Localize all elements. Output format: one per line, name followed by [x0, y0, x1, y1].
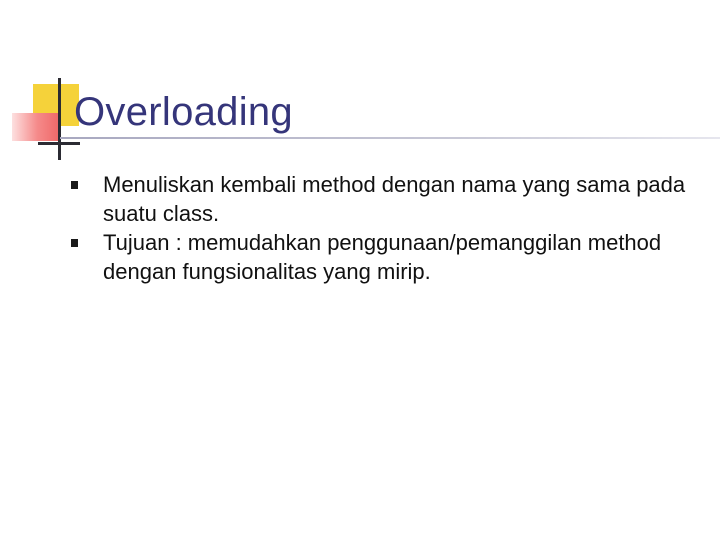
bullet-list — [70, 170, 710, 286]
title-ornament — [0, 0, 80, 170]
ornament-horizontal-line — [38, 142, 80, 145]
square-bullet-icon — [71, 181, 78, 189]
bullet-item — [70, 228, 710, 286]
bullet-item — [70, 170, 710, 228]
slide-title: Overloading — [74, 90, 293, 134]
bullet-text: Tujuan : memudahkan penggunaan/pemanggilan method dengan fungsionalitas yang mirip. — [103, 230, 662, 284]
ornament-pink-square — [12, 113, 58, 141]
ornament-vertical-line — [58, 78, 61, 160]
square-bullet-icon — [71, 239, 78, 247]
bullet-text: Menuliskan kembali method dengan nama yang sama pada suatu class. — [103, 172, 686, 226]
title-underline — [60, 137, 720, 139]
